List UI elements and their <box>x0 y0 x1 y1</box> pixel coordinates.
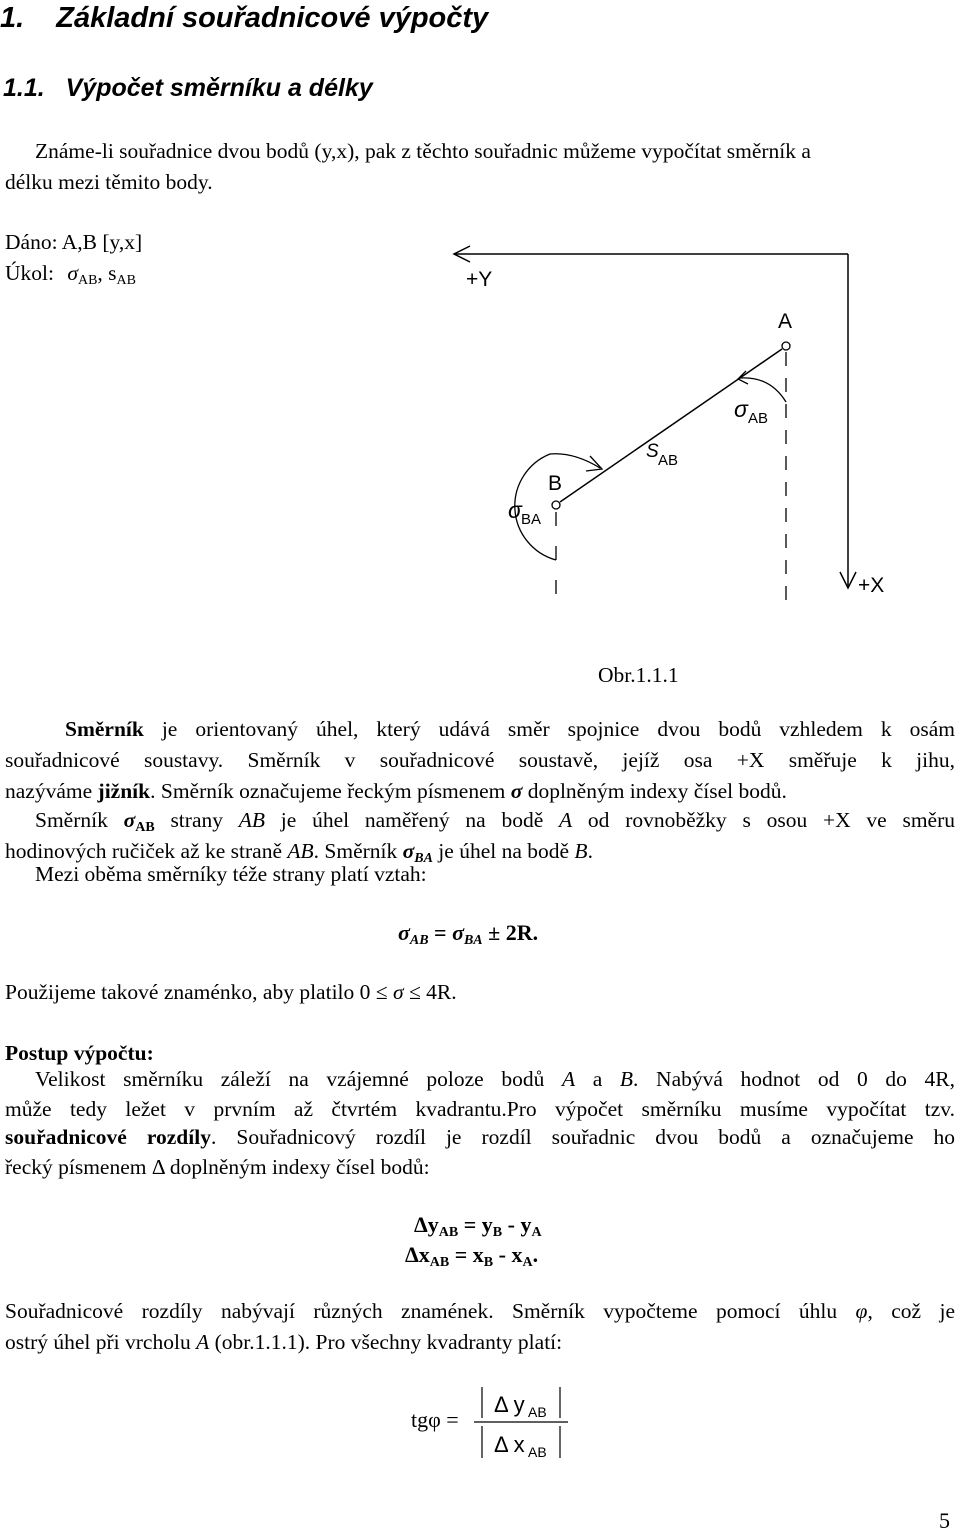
delta-y-symbol: Δy <box>414 1212 439 1237</box>
relation-formula <box>398 920 538 946</box>
relation-sigma-2: σ <box>452 920 464 945</box>
s-subscript: AB <box>658 452 679 469</box>
intro-line-2: délku mezi těmito body. <box>5 170 213 194</box>
le-symbol-2: ≤ <box>408 980 421 1004</box>
closing-line-1 <box>5 1296 955 1328</box>
point-a-inline: A <box>559 808 573 832</box>
sigma-ab-symbol: σ <box>734 396 748 422</box>
tan-formula-fraction <box>470 1384 580 1464</box>
side-ab-2: AB <box>287 839 314 863</box>
figure-caption: Obr.1.1.1 <box>598 663 679 687</box>
fraction-numerator: Δ y <box>494 1392 525 1417</box>
sigma-ab-inline-sub: AB <box>135 820 155 835</box>
point-b-marker <box>552 501 560 509</box>
sigma-ba-inline-sub: BA <box>414 851 433 866</box>
task-label: Úkol: <box>5 261 54 285</box>
sigma-ba-inline: σ <box>402 839 415 863</box>
delta-x-sub-a: A <box>522 1255 533 1270</box>
procedure-line-2: může tedy ležet v prvním až čtvrtém kvadrantu.Pro výpočet směrníku musíme vypočítat tzv. <box>5 1097 955 1121</box>
relation-sub-1: AB <box>409 933 429 948</box>
definition-text-1: je orientovaný úhel, který udává směr spojnice dvou bodů vzhledem k osám <box>143 717 955 741</box>
procedure-line-4: řecký písmenem Δ doplněným indexy čísel bodů: <box>5 1155 430 1179</box>
chapter-heading <box>0 2 488 35</box>
fraction-numerator-sub: AB <box>528 1404 547 1420</box>
procedure-line-3 <box>5 1122 955 1154</box>
sigma-ba-symbol: σ <box>508 497 522 523</box>
phi-symbol: φ <box>855 1299 868 1323</box>
relation-equals: = <box>428 920 453 945</box>
delta-y-sub-a: A <box>531 1225 542 1240</box>
section-heading <box>3 74 373 103</box>
task-sigma: σ <box>67 261 78 285</box>
procedure-text-3: . Souřadnicový rozdíl je rozdíl souřadnic dvou bodů a označujeme ho <box>210 1125 956 1149</box>
tan-formula-lhs: tgφ = <box>411 1407 459 1432</box>
fraction-denominator-sub: AB <box>528 1444 547 1460</box>
intro-line-1: Známe-li souřadnice dvou bodů (y,x), pak z těchto souřadnic můžeme vypočítat směrník a <box>35 139 811 163</box>
delta-x-end: . <box>532 1242 539 1267</box>
definition-text-4a: Směrník <box>35 808 124 832</box>
section-title: Výpočet směrníku a délky <box>65 74 373 102</box>
definition-text-5c: je úhel na bodě <box>432 839 575 863</box>
relation-rest: ± 2R. <box>482 920 539 945</box>
procedure-text-1c: . Nabývá hodnot od 0 do 4R, <box>633 1067 955 1091</box>
page-number: 5 <box>939 1508 950 1533</box>
delta-y-formula <box>414 1212 542 1238</box>
closing-text-2a: ostrý úhel při vrcholu <box>5 1330 197 1354</box>
delta-y-sub-b: B <box>492 1225 503 1240</box>
relation-sub-2: BA <box>463 933 483 948</box>
delta-x-formula <box>405 1242 538 1268</box>
delta-x-symbol: Δx <box>405 1242 430 1267</box>
sigma-ab-subscript: AB <box>748 410 769 427</box>
sigma-symbol: σ <box>510 779 523 803</box>
delta-y-minus: - y <box>502 1212 532 1237</box>
closing-text-1a: Souřadnicové rozdíly nabývají různých znamének. Směrník vypočteme pomocí úhlu <box>5 1299 856 1323</box>
point-b-inline: B <box>574 839 588 863</box>
definition-text-5a: hodinových ručiček až ke straně <box>5 839 288 863</box>
definition-line-4 <box>35 805 955 837</box>
chapter-title: Základní souřadnicové výpočty <box>56 2 489 34</box>
le-symbol-1: ≤ <box>375 980 388 1004</box>
task-separator: , s <box>97 261 117 285</box>
given-value: A,B [y,x] <box>61 230 143 254</box>
sigma-ba-arrow <box>586 456 602 471</box>
definition-line-2: souřadnicové soustavy. Směrník v souřadnicové soustavě, jejíž osa +X směřuje k jihu, <box>5 748 955 772</box>
definition-line-3 <box>5 776 955 808</box>
closing-point-a: A <box>196 1330 210 1354</box>
sign-rule-sigma: σ <box>387 980 409 1004</box>
closing-text-1b: , což je <box>867 1299 955 1323</box>
term-smernik: Směrník <box>65 717 144 741</box>
delta-y-mid: = y <box>458 1212 493 1237</box>
term-jiznik: jižník <box>97 779 151 803</box>
definition-text-3a: nazýváme <box>5 779 98 803</box>
sigma-ab-inline: σ <box>123 808 136 832</box>
point-a-label: A <box>778 310 793 333</box>
sign-rule-pre: Použijeme takové znaménko, aby platilo 0 <box>5 980 376 1004</box>
task-sigma-sub: AB <box>77 273 98 288</box>
delta-x-mid: = x <box>449 1242 484 1267</box>
definition-line-1 <box>35 714 955 746</box>
relation-sigma-1: σ <box>398 920 410 945</box>
s-symbol: S <box>646 441 659 462</box>
given-line <box>5 226 142 258</box>
point-b-label: B <box>548 472 563 495</box>
given-label: Dáno: <box>5 230 58 254</box>
delta-x-sub-b: B <box>483 1255 494 1270</box>
sign-rule-post: 4R. <box>420 980 457 1004</box>
definition-text-4b: strany <box>154 808 239 832</box>
coordinate-figure <box>440 240 910 610</box>
section-number: 1.1. <box>3 74 45 102</box>
definition-text-3c: doplněným indexy čísel bodů. <box>522 779 787 803</box>
sign-rule <box>5 976 457 1008</box>
delta-x-sub: AB <box>429 1255 450 1270</box>
definition-text-3b: . Směrník označujeme řeckým písmenem <box>150 779 511 803</box>
procedure-point-b: B <box>619 1067 634 1091</box>
chapter-number: 1. <box>0 2 25 34</box>
side-ab: AB <box>238 808 266 832</box>
delta-x-minus: - x <box>493 1242 523 1267</box>
definition-text-5d: . <box>587 839 593 863</box>
delta-y-sub: AB <box>438 1225 459 1240</box>
task-s-sub: AB <box>116 273 136 288</box>
procedure-point-a: A <box>561 1067 576 1091</box>
procedure-text-1a: Velikost směrníku záleží na vzájemné poloze bodů <box>35 1067 562 1091</box>
task-line <box>5 257 136 289</box>
definition-text-5b: . Směrník <box>313 839 403 863</box>
closing-text-2b: (obr.1.1.1). Pro všechny kvadranty platí: <box>209 1330 563 1354</box>
term-coordinate-differences: souřadnicové rozdíly <box>5 1125 211 1149</box>
closing-line-2 <box>5 1327 955 1359</box>
y-axis-label: +Y <box>466 268 493 291</box>
point-a-marker <box>782 342 790 350</box>
procedure-text-1b: a <box>575 1067 620 1091</box>
sigma-ba-subscript: BA <box>521 511 542 528</box>
procedure-line-1 <box>35 1064 955 1096</box>
definition-text-4c: je úhel naměřený na bodě <box>265 808 560 832</box>
definition-text-4d: od rovnoběžky s osou +X ve směru <box>572 808 955 832</box>
x-axis-label: +X <box>858 574 885 597</box>
procedure-heading-text: Postup výpočtu: <box>5 1041 154 1065</box>
definition-line-6: Mezi oběma směrníky téže strany platí vztah: <box>35 862 427 886</box>
fraction-denominator: Δ x <box>494 1432 525 1457</box>
